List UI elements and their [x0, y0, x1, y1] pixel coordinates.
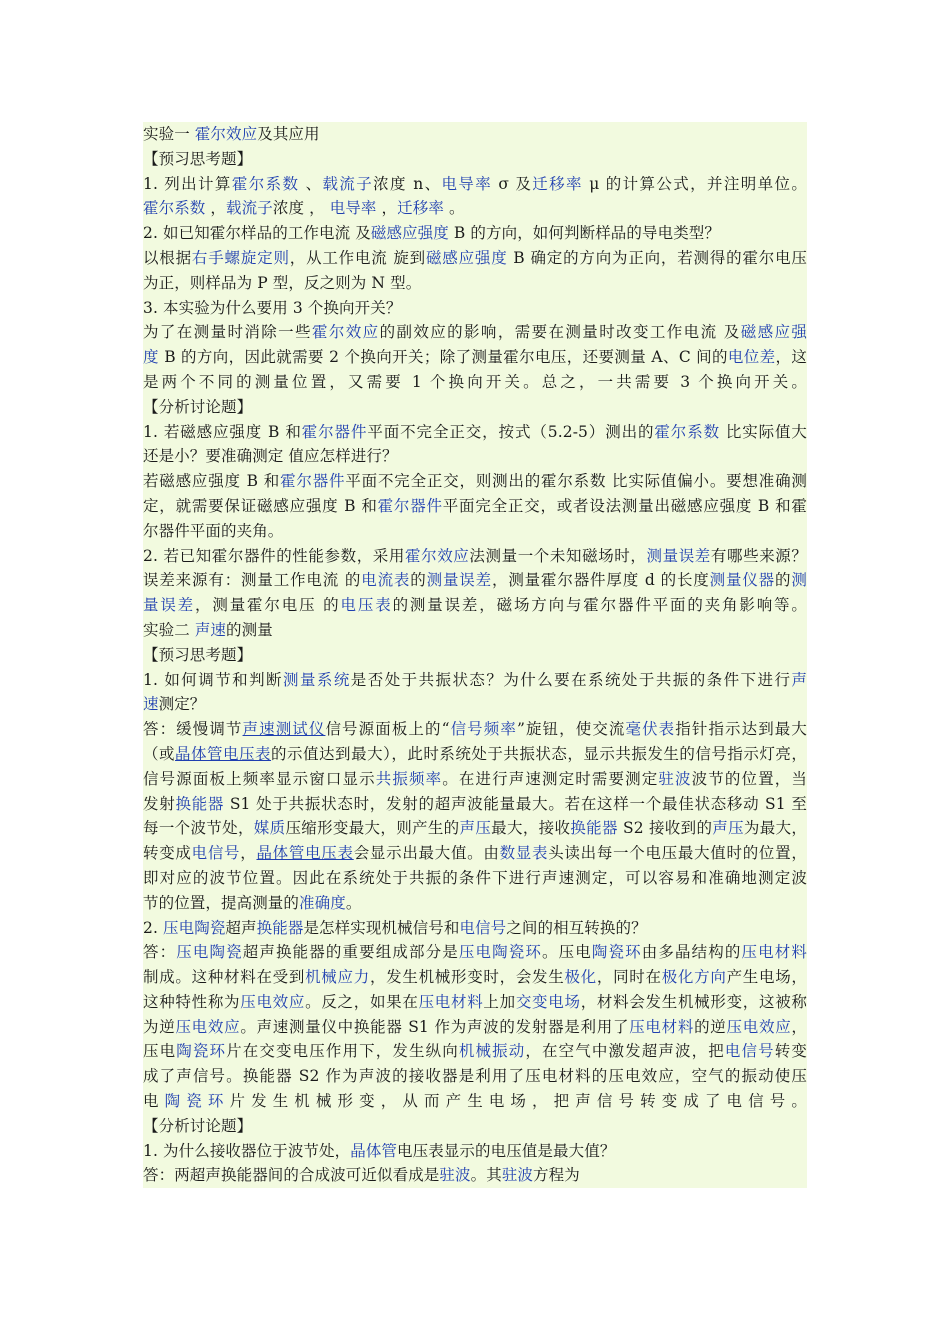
text-segment: 3. 本实验为什么要用 3 个换向开关？ — [143, 298, 402, 317]
text-line — [143, 618, 807, 643]
term-link[interactable]: 驻波 — [658, 769, 692, 788]
term-link[interactable]: 陶瓷环 — [591, 943, 642, 962]
text-line — [143, 841, 807, 866]
term-link[interactable]: 陶瓷环 — [176, 1042, 227, 1061]
text-segment: 每一个波节处， — [143, 819, 254, 838]
term-link[interactable]: 媒质 — [253, 819, 286, 838]
text-segment: 信号源面板上的“ — [325, 720, 450, 739]
term-link[interactable]: 准确度 — [299, 893, 346, 912]
term-link[interactable]: 霍尔器件 — [280, 472, 346, 491]
text-segment: 的示值达到最大），此时系统处于共振状态，显示共振发生的信号指示灯亮， — [271, 744, 807, 763]
text-segment: 【预习思考题】 — [143, 149, 253, 168]
text-segment: 是否处于共振状态？为什么要在系统处于共振的条件下进行 — [350, 670, 792, 689]
text-segment: 尔器件平面的夹角。 — [143, 521, 284, 540]
term-link[interactable]: 电信号 — [724, 1042, 775, 1061]
text-segment: 【分析讨论题】 — [143, 1116, 253, 1135]
text-line — [143, 345, 807, 370]
term-link[interactable]: 换能器 — [570, 819, 618, 838]
text-line — [143, 519, 807, 544]
text-line — [143, 916, 807, 941]
text-segment: 为最大， — [743, 819, 807, 838]
text-segment: 头读出每一个电压最大值时的位置， — [548, 844, 807, 863]
text-segment: 浓度 n、 — [373, 174, 442, 193]
text-line — [143, 246, 807, 271]
term-link[interactable]: 右手螺旋定则 — [191, 248, 290, 267]
text-line — [143, 320, 807, 345]
text-segment: 的逆 — [694, 1017, 727, 1036]
term-link[interactable]: 数显表 — [499, 844, 549, 863]
text-segment: 误差来源有：测量工作电流 的 — [143, 571, 362, 590]
text-segment: 会显示出最大值。由 — [353, 844, 500, 863]
text-segment: 最大，接收 — [491, 819, 571, 838]
term-link[interactable]: 压电陶瓷环 — [458, 943, 542, 962]
term-link[interactable]: 量误差 — [143, 596, 196, 615]
text-line — [143, 122, 807, 147]
term-link[interactable]: 换能器 — [175, 794, 225, 813]
text-line — [143, 1139, 807, 1164]
text-line — [143, 742, 807, 767]
text-line — [143, 965, 807, 990]
term-link[interactable]: 电导率 — [441, 174, 493, 193]
term-link[interactable]: 晶体管电压表 — [175, 744, 272, 763]
text-line — [143, 816, 807, 841]
text-segment: 压电 — [143, 1042, 177, 1061]
term-link[interactable]: 霍尔效应 — [194, 125, 258, 143]
text-segment: 发射 — [143, 794, 176, 813]
term-link[interactable]: 电信号 — [191, 844, 241, 863]
text-line — [143, 692, 807, 717]
term-link[interactable]: 毫伏表 — [625, 720, 676, 739]
text-line — [143, 643, 807, 668]
text-line — [143, 792, 807, 817]
text-line — [143, 891, 807, 916]
text-line — [143, 271, 807, 296]
term-link[interactable]: 速 — [143, 695, 159, 714]
text-line — [143, 444, 807, 469]
text-segment: 成了声信号。换能器 S2 作为声波的接收器是利用了压电材料的压电效应，空气的振动使压 — [143, 1067, 807, 1086]
term-link[interactable]: 交变电场 — [515, 992, 581, 1011]
term-link[interactable]: 晶体管 — [350, 1141, 398, 1160]
term-link[interactable]: 霍尔器件 — [377, 496, 443, 515]
text-segment: 及其应用 — [257, 125, 320, 143]
term-link[interactable]: 测量误差 — [646, 546, 711, 565]
text-segment: 实验一 — [143, 125, 195, 143]
text-line — [143, 494, 807, 519]
term-link[interactable]: 测 — [791, 571, 807, 590]
text-line — [143, 469, 807, 494]
text-segment: S1 处于共振状态时，发射的超声波能量最大。若在这样一个最佳状态移动 S1 至 — [224, 794, 807, 813]
text-segment: 还是小？要准确测定 值应怎样进行？ — [143, 447, 398, 466]
text-line — [143, 544, 807, 569]
text-segment: 比实际值大 — [720, 422, 807, 441]
text-segment: 平面完全正交，或者设法测量出磁感应强度 B 和霍 — [442, 496, 807, 515]
text-line — [143, 420, 807, 445]
text-segment: 平面不完全正交，按式（5.2-5）测出的 — [367, 422, 655, 441]
text-segment: 即对应的波节位置。因此在系统处于共振的条件下进行声速测定，可以容易和准确地测定波 — [143, 868, 807, 887]
text-segment: B 的方向，因此就需要 2 个换向开关；除了测量霍尔电压，还要测量 A、C 间的 — [158, 348, 728, 367]
text-segment: 的 — [410, 571, 427, 590]
text-line — [143, 593, 807, 618]
text-segment: 方程为 — [533, 1166, 580, 1185]
text-segment: 为正，则样品为 P 型，反之则为 N 型。 — [143, 273, 422, 292]
text-segment: 片发生机械形变，从而产生电场，把声信号转变成了电信号。 — [229, 1092, 807, 1111]
term-link[interactable]: 极化方向 — [661, 968, 727, 987]
text-segment: 、 — [299, 174, 323, 193]
text-segment: 的测量 — [226, 620, 273, 639]
text-segment: 以根据 — [143, 248, 192, 267]
term-link[interactable]: 压电材料 — [418, 992, 484, 1011]
text-segment: 的副效应的影响，需要在测量时改变工作电流 及 — [379, 323, 741, 342]
text-segment: 信号源面板上频率显示窗口显示 — [143, 769, 376, 788]
document-body — [143, 122, 807, 1188]
text-segment: ，发生机械形变时，会发生 — [369, 968, 565, 987]
text-line — [143, 1015, 807, 1040]
text-segment: 法测量一个未知磁场时， — [469, 546, 647, 565]
text-segment: 有哪些来源？ — [710, 546, 807, 565]
text-segment: B 的方向，如何判断样品的导电类型？ — [448, 224, 721, 243]
text-segment: 转变成 — [143, 844, 192, 863]
text-segment: 的测量误差，磁场方向与霍尔器件平面的夹角影响等。 — [392, 596, 807, 615]
text-segment: 。反之，如果在 — [305, 992, 419, 1011]
text-segment: 。 — [443, 199, 465, 218]
text-segment: ”旋钮，使交流 — [516, 720, 626, 739]
term-link[interactable]: 电压表 — [340, 596, 393, 615]
text-line — [143, 1114, 807, 1139]
text-segment: 超声 — [225, 918, 257, 937]
term-link[interactable]: 载流子 — [226, 199, 273, 218]
text-segment: ， — [791, 1017, 807, 1036]
text-segment: 电压表显示的电压值是最大值？ — [397, 1141, 616, 1160]
text-segment: 若磁感应强度 B 和 — [143, 472, 281, 491]
term-link[interactable]: 霍尔效应 — [311, 323, 380, 342]
text-line — [143, 147, 807, 172]
text-line — [143, 221, 807, 246]
term-link[interactable]: 晶体管电压表 — [256, 844, 354, 863]
text-segment: 【分析讨论题】 — [143, 397, 253, 416]
text-segment: ，这 — [775, 348, 807, 367]
term-link[interactable]: 驻波 — [439, 1166, 471, 1185]
term-link[interactable]: 测量误差 — [426, 571, 492, 590]
term-link[interactable]: 电位差 — [727, 348, 776, 367]
text-line — [143, 990, 807, 1015]
term-link[interactable]: 声速测试仪 — [242, 720, 326, 739]
text-segment: 2. 若已知霍尔器件的性能参数，采用 — [143, 546, 405, 565]
text-segment: 1. 列出计算 — [143, 174, 232, 193]
text-segment: 。在进行声速测定时需要测定 — [442, 769, 659, 788]
term-link[interactable]: 信号频率 — [449, 720, 517, 739]
term-link[interactable]: 磁感应强度 — [425, 248, 508, 267]
term-link[interactable]: 霍尔系数 — [654, 422, 720, 441]
text-segment: 这种特性称为 — [143, 992, 241, 1011]
text-line — [143, 767, 807, 792]
text-segment: ，测量霍尔器件厚度 d 的长度 — [491, 571, 710, 590]
term-link[interactable]: 声压 — [712, 819, 744, 838]
term-link[interactable]: 压电陶瓷 — [163, 918, 226, 937]
text-segment: ，在空气中激发超声波，把 — [525, 1042, 725, 1061]
term-link[interactable]: 压电效应 — [175, 1017, 241, 1036]
text-segment: 超声换能器的重要组成部分是 — [242, 943, 459, 962]
text-line — [143, 395, 807, 420]
text-segment: 产生电场， — [726, 968, 807, 987]
term-link[interactable]: 压电效应 — [240, 992, 306, 1011]
text-segment: 为逆 — [143, 1017, 176, 1036]
term-link[interactable]: 压电陶瓷 — [176, 943, 243, 962]
text-line — [143, 196, 807, 221]
text-segment: ，材料会发生机械形变，这被称 — [580, 992, 807, 1011]
text-segment: 【预习思考题】 — [143, 645, 253, 664]
term-link[interactable]: 测量仪器 — [709, 571, 776, 590]
term-link[interactable]: 霍尔系数 — [231, 174, 300, 193]
term-link[interactable]: 共振频率 — [375, 769, 443, 788]
text-segment: 电 — [143, 1092, 165, 1111]
term-link[interactable]: 磁感应强度 — [370, 224, 449, 243]
text-segment: 平面不完全正交，则测出的霍尔系数 比实际值偏小。要想准确测 — [345, 472, 807, 491]
term-link[interactable]: 霍尔系数 — [143, 199, 206, 218]
text-segment: 。其 — [470, 1166, 502, 1185]
text-segment: 定，就需要保证磁感应强度 B 和 — [143, 496, 378, 515]
term-link[interactable]: 机械振动 — [458, 1042, 526, 1061]
text-segment: 上加 — [483, 992, 516, 1011]
text-segment: 答：两超声换能器间的合成波可近似看成是 — [143, 1166, 440, 1185]
text-line — [143, 172, 807, 197]
text-segment: ，测量霍尔电压 的 — [195, 596, 341, 615]
term-link[interactable]: 机械应力 — [305, 968, 370, 987]
text-segment: 的 — [775, 571, 792, 590]
term-link[interactable]: 压电材料 — [629, 1017, 695, 1036]
text-line — [143, 1089, 807, 1114]
term-link[interactable]: 压电效应 — [726, 1017, 792, 1036]
term-link[interactable]: 迁移率 — [397, 199, 444, 218]
text-segment: 答： — [143, 943, 177, 962]
text-segment: 。声速测量仪中换能器 S1 作为声波的发射器是利用了 — [240, 1017, 630, 1036]
term-link[interactable]: 换能器 — [256, 918, 304, 937]
text-segment: 。 — [345, 893, 362, 912]
text-segment: 片在交变电压作用下，发生纵向 — [226, 1042, 459, 1061]
text-segment: 压缩形变最大，则产生的 — [285, 819, 460, 838]
text-segment: 。压电 — [541, 943, 592, 962]
term-link[interactable]: 电信号 — [459, 918, 507, 937]
text-segment: 实验二 — [143, 620, 195, 639]
text-segment: 波节的位置，当 — [691, 769, 807, 788]
text-segment: ， — [376, 199, 398, 218]
text-segment: ，从工作电流 旋到 — [289, 248, 426, 267]
text-line — [143, 296, 807, 321]
text-segment: 是怎样实现机械信号和 — [303, 918, 460, 937]
text-segment: 浓度 ， — [272, 199, 330, 218]
text-line — [143, 1163, 807, 1188]
text-segment: 1. 若磁感应强度 B 和 — [143, 422, 302, 441]
term-link[interactable]: 迁移率 — [532, 174, 583, 193]
text-segment: B 确定的方向为正向，若测得的霍尔电压 — [507, 248, 807, 267]
term-link[interactable]: 电流表 — [361, 571, 411, 590]
text-segment: 1. 如何调节和判断 — [143, 670, 283, 689]
text-segment: 指针指示达到最大 — [675, 720, 807, 739]
text-segment: σ 及 — [492, 174, 533, 193]
term-link[interactable]: 声压 — [459, 819, 492, 838]
text-segment: 转变 — [774, 1042, 807, 1061]
text-segment: 2. — [143, 918, 164, 937]
text-segment: 答：缓慢调节 — [143, 720, 243, 739]
text-segment: 2. 如已知霍尔样品的工作电流 及 — [143, 224, 371, 243]
term-link[interactable]: 声 — [791, 670, 807, 689]
text-segment: 测定？ — [158, 695, 206, 714]
term-link[interactable]: 极化 — [564, 968, 597, 987]
text-segment: 为了在测量时消除一些 — [143, 323, 312, 342]
text-segment: 1. 为什么接收器位于波节处， — [143, 1141, 351, 1160]
text-line — [143, 717, 807, 742]
term-link[interactable]: 压电材料 — [741, 943, 807, 962]
text-segment: 制成。这种材料在受到 — [143, 968, 306, 987]
term-link[interactable]: 电导率 — [329, 199, 377, 218]
text-segment: S2 接收到的 — [617, 819, 713, 838]
text-segment: 之间的相互转换的？ — [506, 918, 647, 937]
term-link[interactable]: 测量系统 — [283, 670, 351, 689]
term-link[interactable]: 度 — [143, 348, 159, 367]
text-segment: 由多晶结构的 — [641, 943, 742, 962]
text-segment: ，同时在 — [596, 968, 662, 987]
text-line — [143, 668, 807, 693]
term-link[interactable]: 驻波 — [501, 1166, 534, 1185]
text-segment: （或 — [143, 744, 176, 763]
text-line — [143, 1039, 807, 1064]
term-link[interactable]: 载流子 — [322, 174, 374, 193]
term-link[interactable]: 陶瓷环 — [164, 1092, 230, 1111]
term-link[interactable]: 霍尔器件 — [301, 422, 368, 441]
text-segment: ， — [205, 199, 227, 218]
text-line — [143, 568, 807, 593]
term-link[interactable]: 声速 — [194, 620, 227, 639]
text-segment: 节的位置，提高测量的 — [143, 893, 300, 912]
text-line — [143, 866, 807, 891]
text-segment: 是两个不同的测量位置，又需要 1 个换向开关。总之，一共需要 3 个换向开关。 — [143, 372, 807, 391]
text-line — [143, 1064, 807, 1089]
term-link[interactable]: 磁感应强 — [740, 323, 807, 342]
text-segment: μ 的计算公式，并注明单位。 — [582, 174, 807, 193]
text-segment: ， — [240, 844, 257, 863]
text-line — [143, 940, 807, 965]
term-link[interactable]: 霍尔效应 — [405, 546, 470, 565]
text-line — [143, 370, 807, 395]
